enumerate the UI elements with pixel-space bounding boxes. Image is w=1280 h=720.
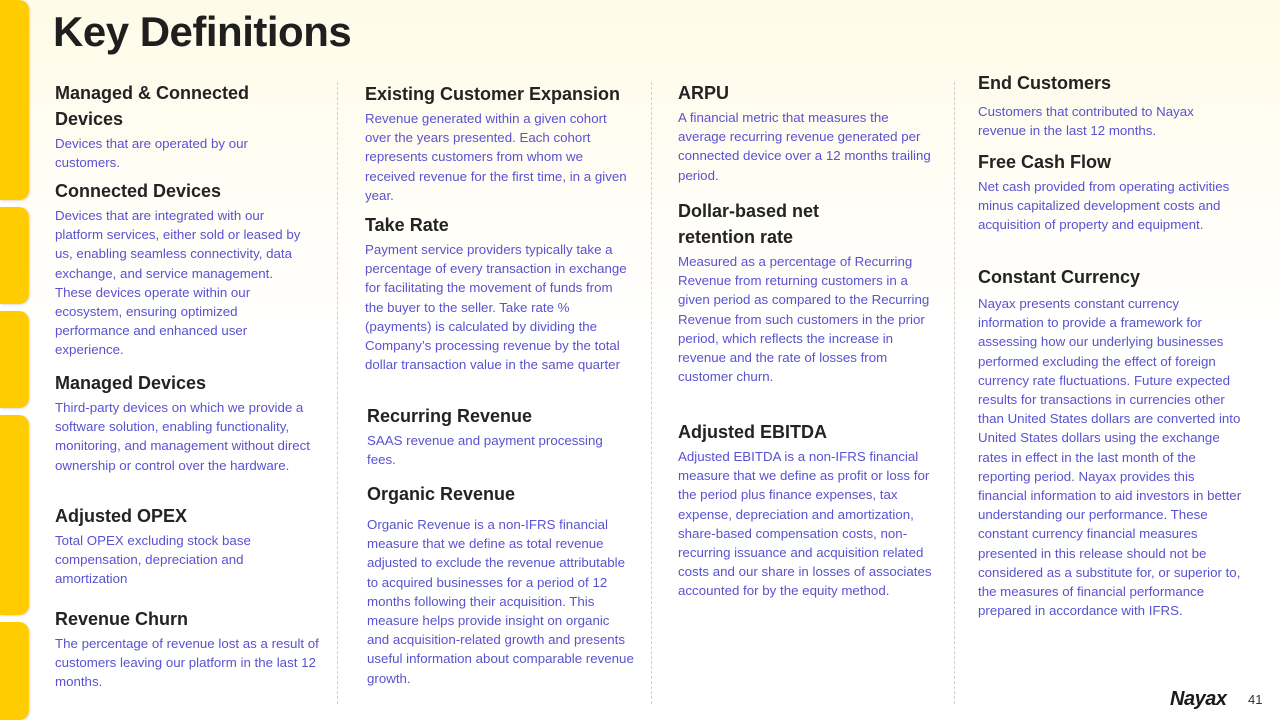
definition-term: Recurring Revenue	[367, 406, 533, 426]
definition-term: Adjusted OPEX	[55, 506, 188, 526]
definition-term: Revenue Churn	[55, 609, 189, 629]
definition-term: Constant Currency	[978, 267, 1141, 287]
definition-term: Managed & Connected Devices	[55, 83, 250, 129]
definition-text: A financial metric that measures the average recurring revenue generated per connected device over a 12 months trailing period.	[678, 110, 931, 183]
column-divider	[337, 82, 338, 704]
definition-term: End Customers	[978, 73, 1112, 93]
accent-tab	[0, 0, 29, 200]
page-number: 41	[1248, 692, 1263, 707]
definition-term: Free Cash Flow	[978, 152, 1112, 172]
definition-text: Customers that contributed to Nayax revenue in the last 12 months.	[978, 104, 1194, 139]
definition-term: Dollar-based net retention rate	[678, 201, 820, 247]
definition-text: SAAS revenue and payment processing fees.	[367, 433, 603, 468]
definition-arpu	[678, 80, 943, 185]
definition-take-rate	[365, 212, 630, 374]
definition-text: Total OPEX excluding stock base compensation, depreciation and amortization	[55, 533, 251, 587]
definition-text: Payment service providers typically take a percentage of every transaction in exchange for facilitating the movement of funds from the buyer to the seller. Take rate % (payments) is calculated by dividing the Company’s processing revenue by the total dollar transaction value in the same quarter	[365, 242, 627, 373]
definition-connected-devices	[55, 178, 317, 360]
accent-tab	[0, 311, 29, 408]
definition-text: Adjusted EBITDA is a non-IFRS financial measure that we define as profit or loss for the period plus finance expenses, tax expense, depreciation and amortization, share-based compensation costs, non-recurring issuance and acquisition related costs and our share in losses of associates accounted for by the equity method.	[678, 449, 932, 599]
column-divider	[954, 82, 955, 704]
nayax-logo: Nayax	[1170, 688, 1227, 710]
definition-dollar-based-net-retention-rate	[678, 198, 943, 386]
definition-term: Existing Customer Expansion	[365, 84, 621, 104]
definition-text: Organic Revenue is a non-IFRS financial measure that we define as total revenue adjusted to exclude the revenue attributable to acquired businesses for a period of 12 months following their acquisition. This measure helps provide insight on organic and acquisition-related growth and presents useful information about comparable revenue growth.	[367, 517, 634, 686]
definition-free-cash-flow	[978, 149, 1248, 235]
definition-text: Third-party devices on which we provide a software solution, enabling functionality, monitoring, and management without direct ownership or control over the hardware.	[55, 400, 310, 473]
definition-term: Connected Devices	[55, 181, 222, 201]
definition-adjusted-opex	[55, 503, 317, 589]
page-title: Key Definitions	[53, 8, 352, 55]
left-accent-strip	[0, 0, 29, 720]
definition-text: Nayax presents constant currency information to provide a framework for assessing how our underlying businesses performed excluding the effect of foreign currency rate fluctuations. Future expected results for transactions in currencies other than United States dollars are converted into United States dollars using the exchange rates in effect in the last month of the reporting period. Nayax provides this financial information to aid investors in better understanding our performance. These constant currency financial measures presented in this release should not be considered as a substitute for, or superior to, the measures of financial performance prepared in accordance with IFRS.	[978, 296, 1242, 619]
definition-text: Devices that are integrated with our platform services, either sold or leased by us, enabling seamless connectivity, data exchange, and service management. These devices operate within our ecosystem, ensuring optimized performance and enhanced user experience.	[55, 208, 301, 358]
definition-managed-devices	[55, 370, 323, 475]
definition-recurring-revenue	[367, 403, 632, 469]
definition-text: Measured as a percentage of Recurring Revenue from returning customers in a given period as compared to the Recurring Revenue from such customers in the prior period, which reflects the increase in revenue and the rate of losses from customer churn.	[678, 254, 930, 385]
definition-text: Revenue generated within a given cohort over the years presented. Each cohort represents customers from whom we received revenue for the first time, in a given year.	[365, 111, 627, 203]
definition-end-customers	[978, 70, 1248, 140]
definition-adjusted-ebitda	[678, 419, 946, 601]
definition-term: Take Rate	[365, 215, 449, 235]
definition-revenue-churn	[55, 606, 323, 692]
definition-constant-currency	[978, 264, 1248, 620]
accent-tab	[0, 207, 29, 304]
definition-term: Managed Devices	[55, 373, 207, 393]
definition-text: The percentage of revenue lost as a result of customers leaving our platform in the last 12 months.	[55, 636, 319, 690]
definition-text: Devices that are operated by our customers.	[55, 136, 248, 171]
accent-tab	[0, 415, 29, 615]
definition-organic-revenue	[367, 481, 635, 688]
definition-existing-customer-expansion	[365, 81, 630, 205]
definition-text: Net cash provided from operating activities minus capitalized development costs and acquisition of property and equipment.	[978, 179, 1230, 233]
definition-term: ARPU	[678, 83, 730, 103]
accent-tab	[0, 622, 29, 720]
column-divider	[651, 82, 652, 704]
definition-managed-connected-devices	[55, 80, 315, 172]
definition-term: Organic Revenue	[367, 484, 516, 504]
definition-term: Adjusted EBITDA	[678, 422, 828, 442]
